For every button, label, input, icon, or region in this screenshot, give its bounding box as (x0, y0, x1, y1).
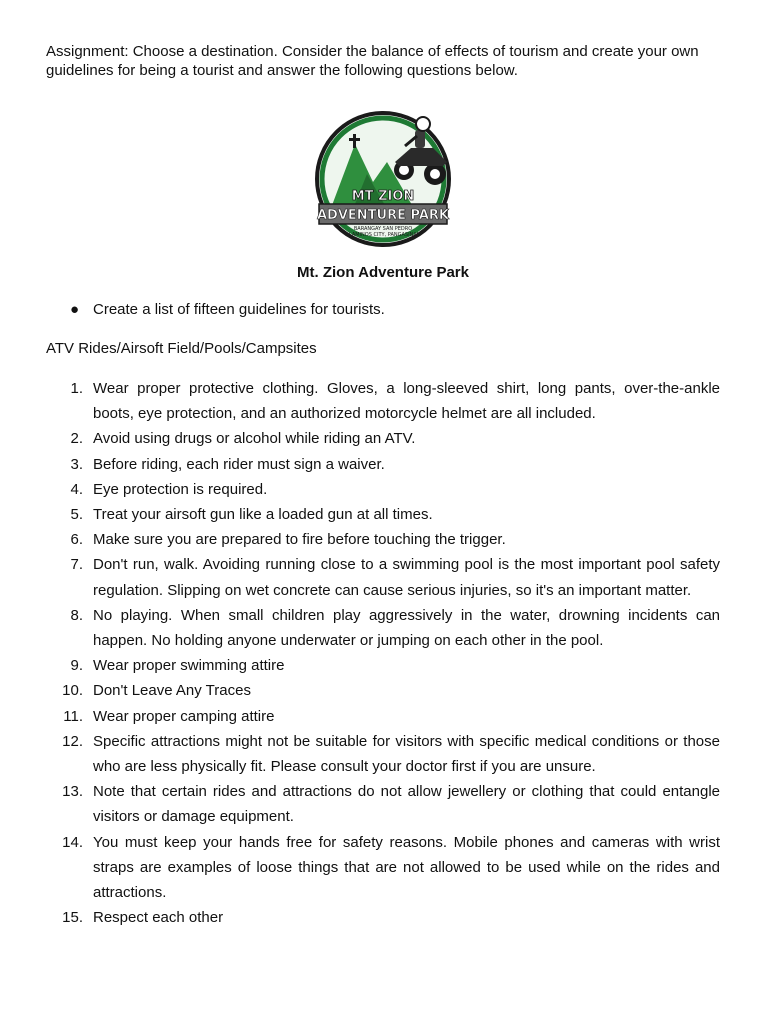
guideline-item (46, 502, 720, 527)
section-heading: ATV Rides/Airsoft Field/Pools/Campsites (46, 340, 317, 357)
bullet-dot-icon: ● (70, 301, 80, 318)
guideline-item (46, 552, 720, 602)
guideline-number: 4. (70, 480, 83, 498)
guideline-number: 13. (62, 783, 83, 801)
guideline-item (46, 376, 720, 426)
guideline-text: Respect each other (93, 909, 224, 927)
guideline-text: Wear proper swimming attire (93, 657, 285, 675)
guideline-item (46, 452, 720, 477)
guideline-text: Don't run, walk. Avoiding running close to a swimming pool is the most important pool safety regulation. Slipping on wet concrete can cause serious injuries, so it's an important matter. (93, 556, 720, 599)
bullet-text: Create a list of fifteen guidelines for tourists. (93, 301, 385, 318)
logo-line2: ADVENTURE PARK (317, 208, 449, 223)
guideline-number: 7. (70, 556, 83, 574)
bullet-item (46, 300, 720, 319)
guideline-item (46, 426, 720, 451)
guideline-text: Make sure you are prepared to fire before touching the trigger. (93, 531, 506, 549)
guideline-item (46, 704, 720, 729)
guideline-number: 11. (63, 707, 83, 725)
guideline-number: 2. (70, 430, 83, 448)
guideline-item (46, 603, 720, 653)
guideline-text: Eye protection is required. (93, 480, 268, 498)
guideline-text: Note that certain rides and attractions do not allow jewellery or clothing that could entangle visitors or damage equipment. (93, 783, 720, 826)
guideline-item (46, 527, 720, 552)
guideline-text: No playing. When small children play aggressively in the water, drowning incidents can happen. No holding anyone underwater or jumping on each other in the pool. (93, 606, 720, 650)
guideline-text: You must keep your hands free for safety reasons. Mobile phones and cameras with wrist straps are examples of loose things that are not allowed to be used while on the rides and attractions. (93, 833, 720, 902)
logo-line1: MT ZION (351, 189, 415, 204)
guideline-item (46, 653, 720, 678)
guideline-number: 5. (70, 506, 83, 524)
guideline-item (46, 678, 720, 703)
guideline-number: 8. (70, 606, 83, 624)
guideline-text: Avoid using drugs or alcohol while riding an ATV. (93, 430, 416, 448)
guideline-item (46, 729, 720, 779)
guideline-item (46, 779, 720, 829)
guideline-number: 15. (62, 909, 83, 927)
guideline-text: Before riding, each rider must sign a waiver. (93, 455, 385, 473)
park-logo-graphic (303, 104, 463, 254)
guideline-number: 14. (62, 833, 83, 851)
guideline-text: Specific attractions might not be suitable for visitors with specific medical conditions or those who are less physically fit. Please consult your doctor first if you are unsure. (93, 732, 720, 776)
guideline-number: 6. (70, 531, 83, 549)
guideline-item (46, 905, 720, 930)
guideline-number: 9. (70, 657, 83, 675)
logo-line3: BARANGAY SAN PEDRO (353, 226, 413, 232)
guideline-number: 10. (62, 682, 83, 700)
guideline-text: Wear proper protective clothing. Gloves, a long-sleeved shirt, long pants, over-the-ankle boots, eye protection, and an authorized motorcycle helmet are all included. (93, 380, 720, 423)
assignment-intro: Assignment: Choose a destination. Consider the balance of effects of tourism and create your own guidelines for being a tourist and answer the following questions below. (46, 43, 699, 79)
guideline-number: 1. (70, 380, 83, 397)
guideline-text: Wear proper camping attire (93, 707, 275, 725)
park-logo (303, 104, 463, 254)
logo-line4: ALAMINOS CITY, PANGASINAN (345, 232, 421, 238)
guideline-item (46, 477, 720, 502)
logo-caption: Mt. Zion Adventure Park (297, 264, 469, 281)
guideline-text: Don't Leave Any Traces (93, 682, 251, 700)
guideline-text: Treat your airsoft gun like a loaded gun at all times. (93, 506, 433, 524)
guideline-item (46, 830, 720, 906)
guidelines-list (46, 376, 720, 930)
guideline-number: 3. (70, 455, 83, 473)
bullet-list (46, 300, 720, 319)
document-page (46, 42, 720, 930)
guideline-number: 12. (62, 732, 83, 750)
